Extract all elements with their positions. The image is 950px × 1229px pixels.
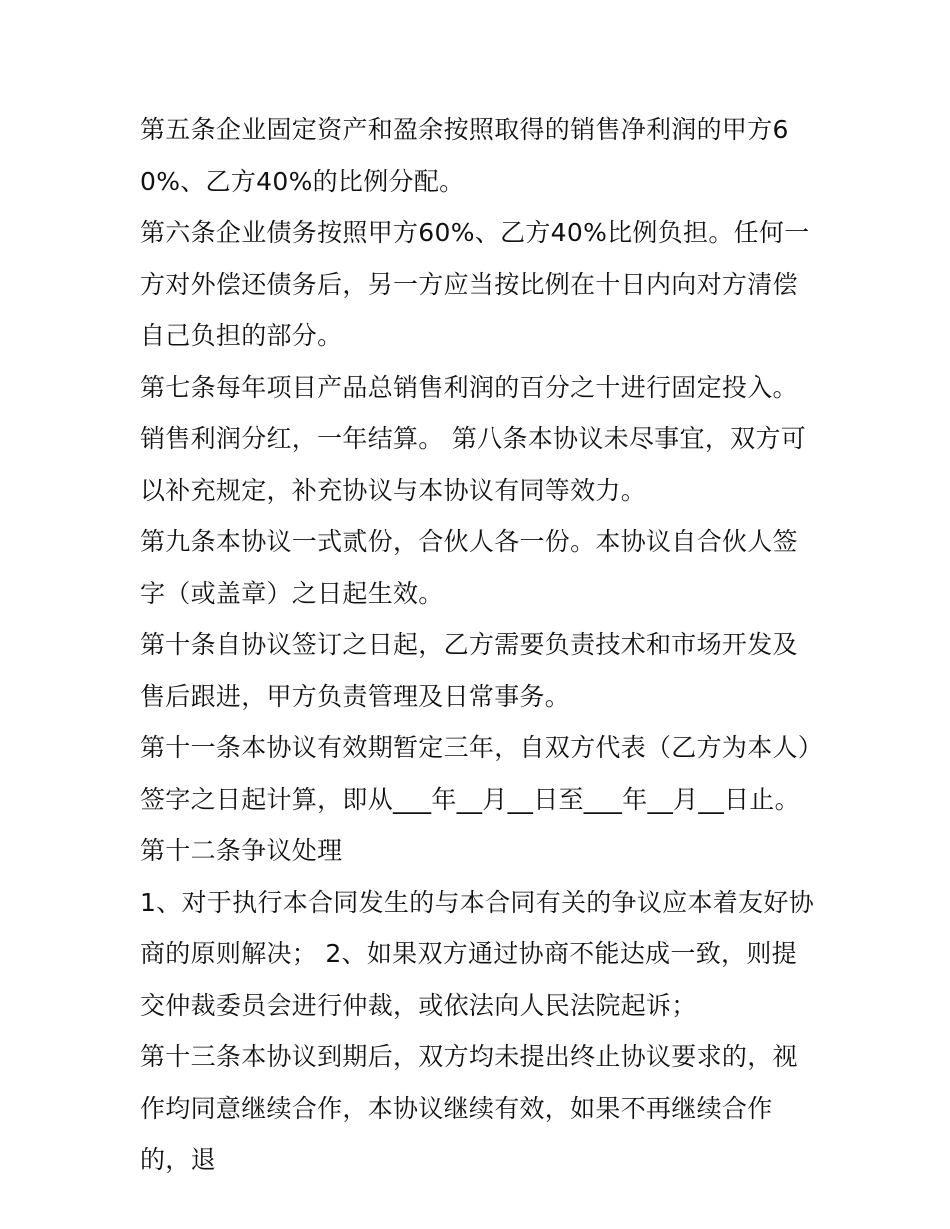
paragraph-article-10: 第十条自协议签订之日起，乙方需要负责技术和市场开发及售后跟进，甲方负责管理及日常事务。 — [140, 630, 798, 711]
paragraph-article-9: 第九条本协议一式贰份，合伙人各一份。本协议自合伙人签字（或盖章）之日起生效。 — [140, 527, 798, 608]
paragraph-article-13: 第十三条本协议到期后，双方均未提出终止协议要求的，视作均同意继续合作，本协议继续有效，如果不再继续合作的，退 — [140, 1042, 798, 1174]
paragraph-dispute-resolution: 1、对于执行本合同发生的与本合同有关的争议应本着友好协商的原则解决； 2、如果双方通过协商不能达成一致，则提交仲裁委员会进行仲裁，或依法向人民法院起诉； — [140, 887, 815, 1020]
paragraph-article-7-8: 第七条每年项目产品总销售利润的百分之十进行固定投入。销售利润分红，一年结算。 第八条本协议未尽事宜，双方可以补充规定，补充协议与本协议有同等效力。 — [140, 372, 807, 505]
paragraph-article-5: 第五条企业固定资产和盈余按照取得的销售净利润的甲方60%、乙方40%的比例分配。 — [140, 115, 789, 196]
paragraph-article-11-12: 第十一条本协议有效期暂定三年，自双方代表（乙方为本人）签字之日起计算，即从___年__月__日至___年__月__日止。 第十二条争议处理 — [140, 733, 811, 865]
paragraph-article-6: 第六条企业债务按照甲方60%、乙方40%比例负担。任何一方对外偿还债务后，另一方应当按比例在十日内向对方清偿自己负担的部分。 — [140, 218, 810, 350]
document-body — [140, 104, 820, 1186]
